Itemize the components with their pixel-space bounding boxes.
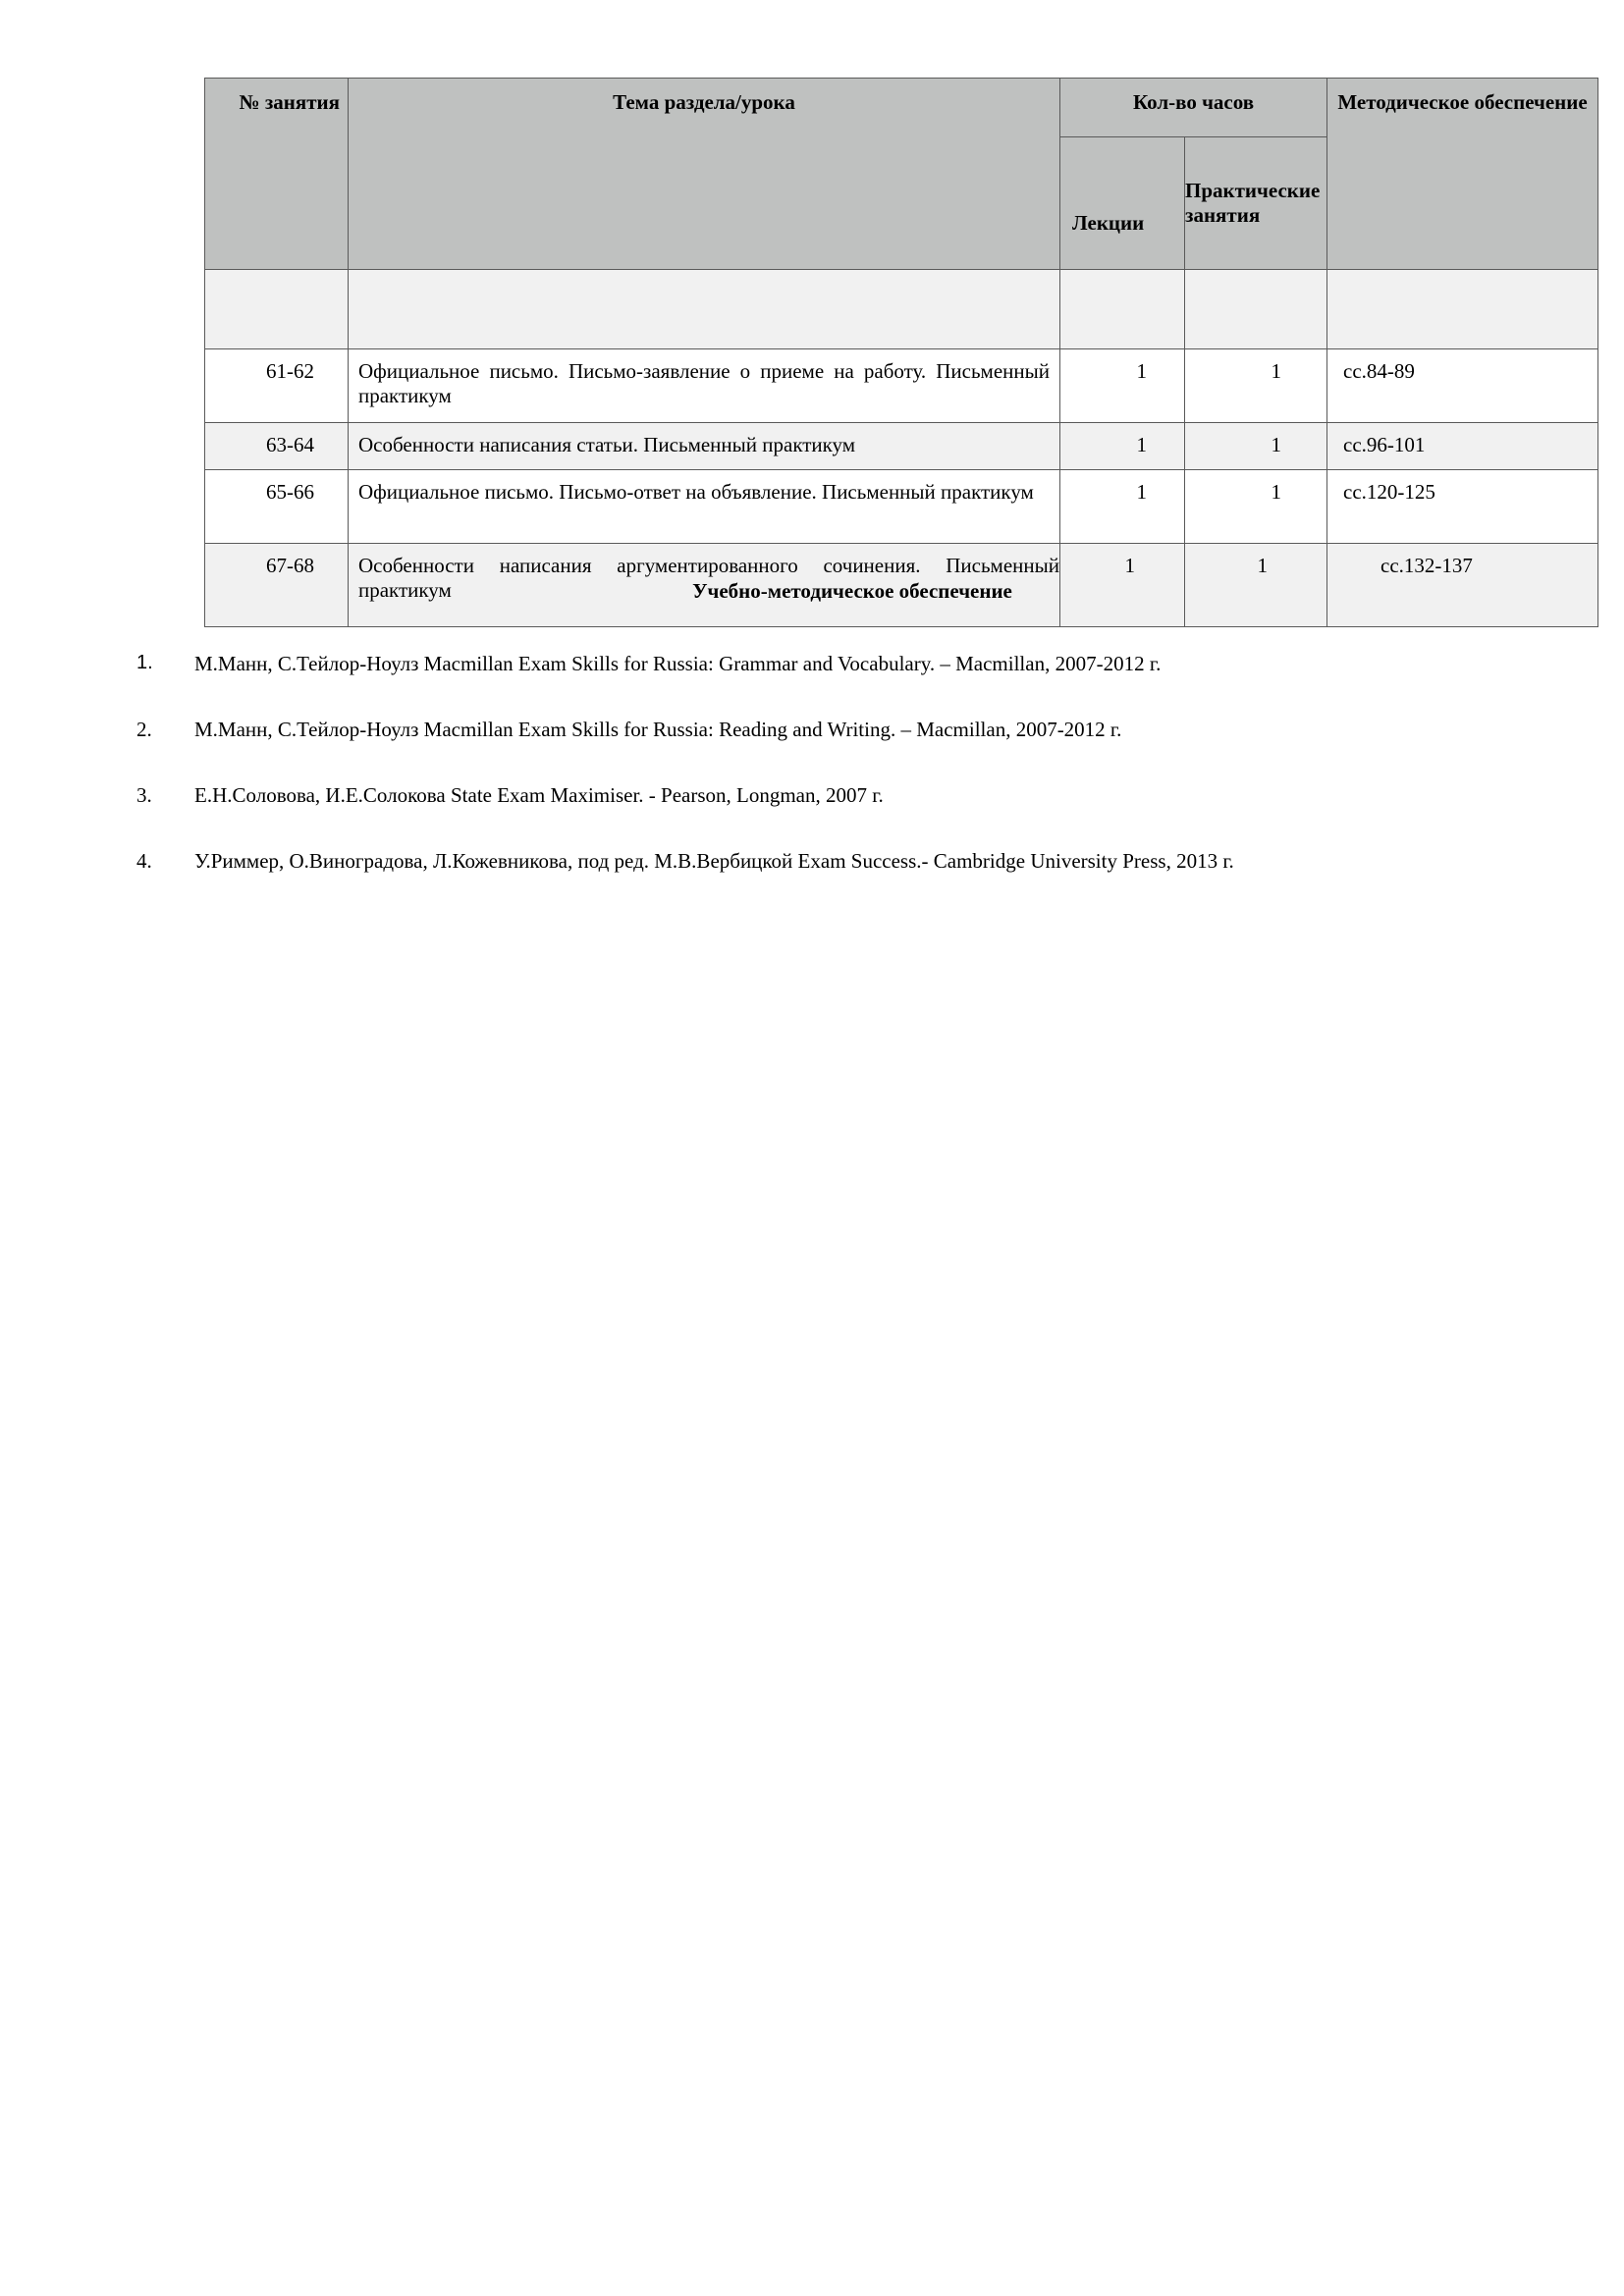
practice-hours: 1 <box>1185 470 1327 544</box>
lesson-number: 61-62 <box>205 349 349 423</box>
lesson-number: 67-68 <box>205 544 349 627</box>
lesson-number: 63-64 <box>205 423 349 470</box>
lesson-topic: Особенности написания статьи. Письменный практикум <box>349 423 1060 470</box>
list-item-text: У.Риммер, О.Виноградова, Л.Кожевникова, под ред. М.В.Вербицкой Exam Success.- Cambridge University Press, 2013 г. <box>194 849 1234 873</box>
header-practice: Практические занятия <box>1185 137 1327 270</box>
header-hours: Кол-во часов <box>1060 79 1327 137</box>
table-row <box>205 423 1598 470</box>
header-method-support: Методическое обеспечение <box>1327 79 1598 270</box>
lesson-number: 65-66 <box>205 470 349 544</box>
header-lesson-number: № занятия <box>205 79 349 270</box>
list-item-text: М.Манн, С.Тейлор-Ноулз Macmillan Exam Skills for Russia: Grammar and Vocabulary. – Macmillan, 2007-2012 г. <box>194 652 1162 675</box>
list-item <box>0 849 1624 879</box>
list-item <box>0 718 1624 747</box>
lecture-hours: 1 <box>1060 423 1185 470</box>
lecture-hours: 1 <box>1060 349 1185 423</box>
lecture-hours: 1 <box>1060 470 1185 544</box>
list-item <box>0 652 1624 681</box>
method-pages: сс.96-101 <box>1327 423 1598 470</box>
section-title: Учебно-методическое обеспечение <box>692 579 1012 603</box>
method-pages: сс.84-89 <box>1327 349 1598 423</box>
list-item-number: 4. <box>136 849 152 873</box>
list-item-number: 1. <box>136 652 153 673</box>
table-row <box>205 470 1598 544</box>
list-item-number: 2. <box>136 718 152 741</box>
header-lectures: Лекции <box>1060 137 1185 270</box>
practice-hours: 1 <box>1185 423 1327 470</box>
list-item-text: Е.Н.Соловова, И.Е.Солокова State Exam Maximiser. - Pearson, Longman, 2007 г. <box>194 783 884 807</box>
method-pages: сс.132-137 <box>1327 544 1598 627</box>
lecture-hours: 1 <box>1060 544 1185 627</box>
list-item-number: 3. <box>136 783 152 807</box>
header-topic: Тема раздела/урока <box>349 79 1060 270</box>
table-row <box>205 349 1598 423</box>
list-item-text: М.Манн, С.Тейлор-Ноулз Macmillan Exam Skills for Russia: Reading and Writing. – Macmillan, 2007-2012 г. <box>194 718 1122 741</box>
lesson-topic: Официальное письмо. Письмо-заявление о приеме на работу. Письменный практикум <box>349 349 1060 423</box>
lesson-plan-table <box>204 78 1598 627</box>
method-pages: сс.120-125 <box>1327 470 1598 544</box>
practice-hours: 1 <box>1185 349 1327 423</box>
lesson-topic: Особенности написания аргументированного сочинения. Письменный практикум <box>349 544 1060 627</box>
practice-hours: 1 <box>1185 544 1327 627</box>
table-row-empty <box>205 270 1598 349</box>
list-item <box>0 783 1624 813</box>
lesson-topic: Официальное письмо. Письмо-ответ на объявление. Письменный практикум <box>349 470 1060 544</box>
